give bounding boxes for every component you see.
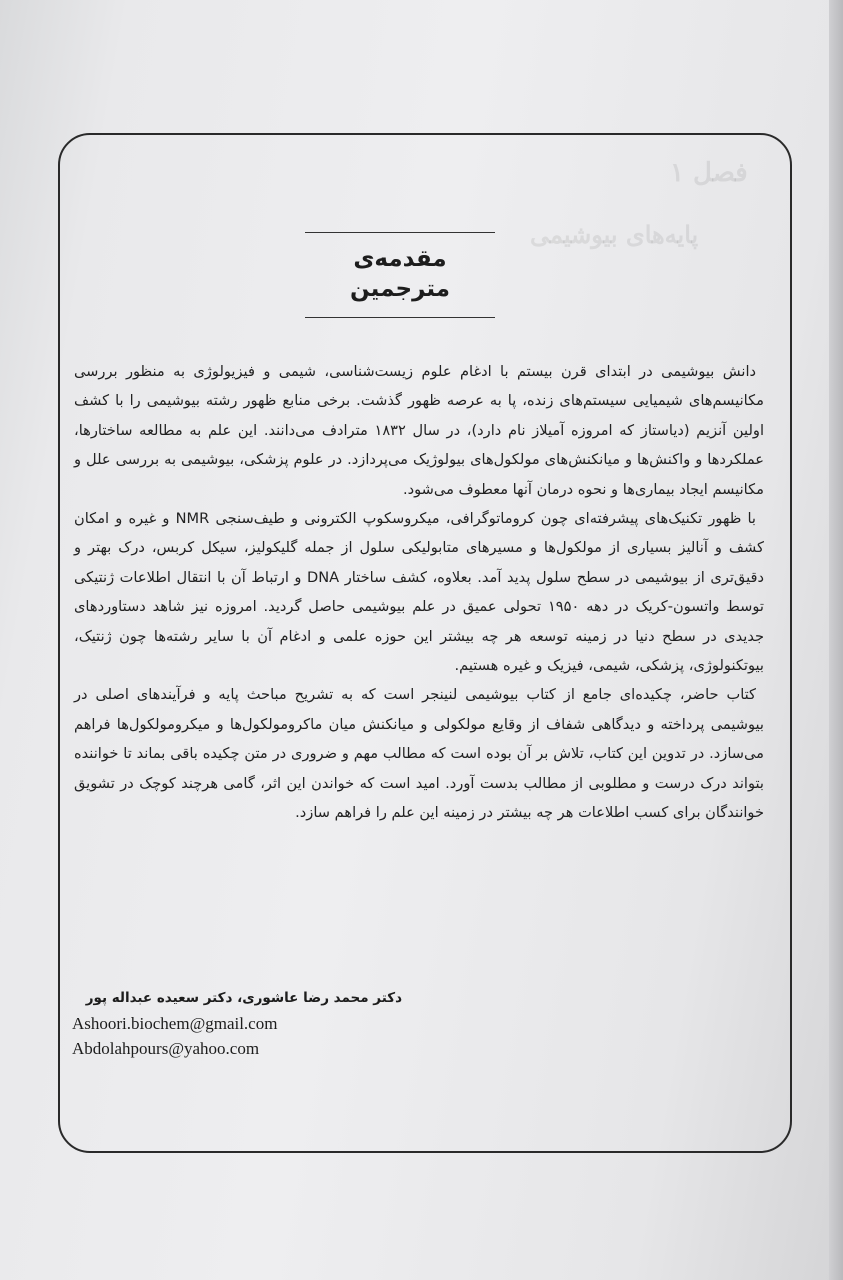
heading-top-rule bbox=[305, 232, 495, 233]
heading-bottom-rule bbox=[305, 317, 495, 318]
section-heading bbox=[300, 232, 500, 318]
show-through-chapter-title: پایه‌های بیوشیمی bbox=[530, 220, 699, 249]
translators-signature bbox=[72, 985, 402, 1061]
paragraph-1: دانش بیوشیمی در ابتدای قرن بیستم با ادغام علوم زیست‌شناسی، شیمی و فیزیولوژی به منظور بررسی مکانیسم‌های شیمیایی سیستم‌های زنده، پا به عرصه ظهور گذشت. برخی منابع ظهور رشته بیوشیمی را با کشف اولین آنزیم (دیاستاز که امروزه آمیلاز نام دارد)، در سال ۱۸۳۲ مترادف می‌دانند. این علم به مطالعه ساختارها، عملکردها و واکنش‌ها و میانکنش‌های مولکول‌های بیولوژیک می‌پردازد. در علوم پزشکی، بیوشیمی به بررسی علل و مکانیسم ایجاد بیماری‌ها و نحوه درمان آنها معطوف می‌شود. bbox=[74, 363, 764, 498]
paragraph-3: کتاب حاضر، چکیده‌ای جامع از کتاب بیوشیمی لنینجر است که به تشریح مباحث پایه و فرآیندهای اصلی در بیوشیمی پرداخته و دیدگاهی شفاف از وقایع مولکولی و میانکنش میان ماکرومولکول‌ها و میکرومولکول‌ها فراهم می‌سازد. در تدوین این کتاب، تلاش بر آن بوده است که مطالب مهم و ضروری در متن چکیده باقی بماند تا خواننده بتواند درک درست و مطلوبی از مطالب بدست آورد. امید است که خواندن این اثر، گامی هرچند کوچک در تشویق خوانندگان برای کسب اطلاعات هر چه بیشتر در زمینه این علم را فراهم سازد. bbox=[74, 686, 764, 822]
email-1: Ashoori.biochem@gmail.com bbox=[72, 1014, 278, 1033]
translator-names: دکتر محمد رضا عاشوری، دکتر سعیده عبداله پور bbox=[85, 990, 402, 1006]
preface-body bbox=[74, 357, 764, 828]
page-title: مقدمه‌ی مترجمین bbox=[349, 246, 451, 302]
book-spine-shadow bbox=[829, 0, 843, 1280]
paragraph-2: با ظهور تکنیک‌های پیشرفته‌ای چون کروماتوگرافی، میکروسکوپ الکترونی و طیف‌سنجی NMR و غیره و امکان کشف و آنالیز بسیاری از مولکول‌ها و مسیرهای متابولیکی سلول از جمله گلیکولیز، سیکل کربس، درک بهتر و دقیق‌تری از بیوشیمی در سطح سلول پدید آمد. بعلاوه، کشف ساختار DNA و ارتباط آن با انتقال اطلاعات ژنتیکی توسط واتسون-کریک در دهه ۱۹۵۰ تحولی عمیق در علم بیوشیمی حاصل گردید. امروزه نیز شاهد دستاوردهای جدیدی در سطح دنیا در زمینه توسعه هر چه بیشتر این حوزه علمی و ادغام آن با سایر رشته‌ها چون ژنتیک، بیوتکنولوژی، پزشکی، شیمی، فیزیک و غیره هستیم. bbox=[74, 510, 764, 675]
show-through-chapter-label: فصل ۱ bbox=[670, 158, 748, 188]
email-2: Abdolahpours@yahoo.com bbox=[72, 1039, 260, 1058]
